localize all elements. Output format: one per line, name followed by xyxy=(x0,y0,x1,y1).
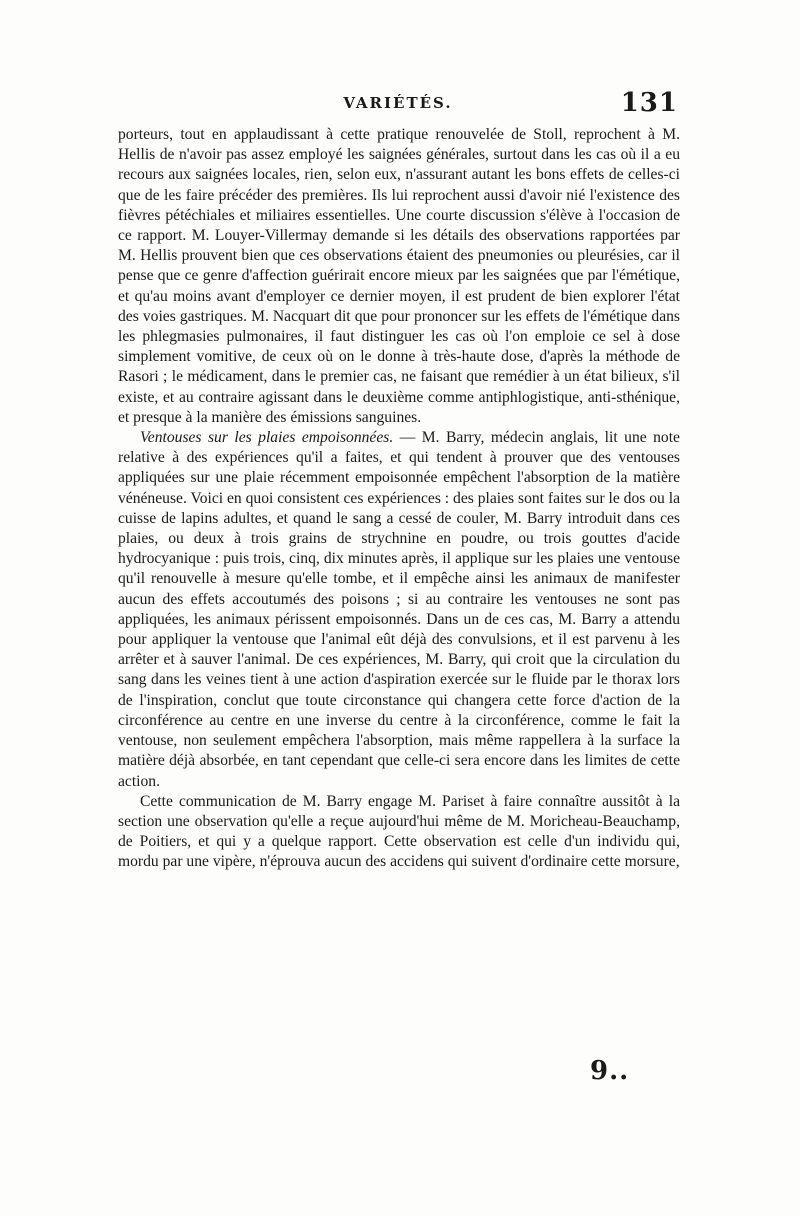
paragraph-1: porteurs, tout en applaudissant à cette pratique renouvelée de Stoll, reprochent à M. Hellis de n'avoir pas assez employé les saignées générales, surtout dans les cas où il a eu recours aux saignées locales, rien, selon eux, n'assurant autant les bons effets de celles-ci que de les faire précéder des premières. Ils lui reprochent aussi d'avoir nié l'existence des fièvres pétéchiales et miliaires essentielles. Une courte discussion s'élève à l'occasion de ce rapport. M. Louyer-Villermay demande si les détails des observations rapportées par M. Hellis prouvent bien que ces observations étaient des pneumonies ou pleurésies, car il pense que ce genre d'affection guérirait encore mieux par les saignées que par l'émétique, et qu'au moins avant d'employer ce dernier moyen, il est prudent de bien explorer l'état des voies gastriques. M. Nacquart dit que pour prononcer sur les effets de l'émétique dans les phlegmasies pulmonaires, il faut distinguer les cas où l'on emploie ce sel à dose simplement vomitive, de ceux où on le donne à très-haute dose, d'après la méthode de Rasori ; le médicament, dans le premier cas, ne faisant que remédier à un état bilieux, s'il existe, et au contraire agissant dans le deuxième comme antiphlogistique, anti-sthénique, et presque à la manière des émissions sanguines. xyxy=(118,126,680,426)
signature-mark: 9.. xyxy=(590,1056,630,1086)
paragraph-3: Cette communication de M. Barry engage M. Pariset à faire connaître aussitôt à la section une observation qu'elle a reçue aujourd'hui même de M. Moricheau-Beauchamp, de Poitiers, et qui y a quelque rapport. Cette observation est celle d'un individu qui, mordu par une vipère, n'éprouva aucun des accidens qui suivent d'ordinaire cette morsure, xyxy=(118,792,680,871)
body-text xyxy=(118,125,680,873)
section-heading: Ventouses sur les plaies empoisonnées. xyxy=(140,429,394,447)
page-number: 131 xyxy=(620,88,678,118)
running-title: VARIÉTÉS. xyxy=(343,94,453,112)
paragraph-2-text: — M. Barry, médecin anglais, lit une note relative à des expériences qu'il a faites, et qui tendent à prouver que des ventouses appliquées sur une plaie récemment empoisonnée empêchent l'absorption de la matière vénéneuse. Voici en quoi consistent ces expériences : des plaies sont faites sur le dos ou la cuisse de lapins adultes, et quand le sang a cessé de couler, M. Barry introduit dans ces plaies, ou deux à trois grains de strychnine en poudre, ou trois gouttes d'acide hydrocyanique : puis trois, cinq, dix minutes après, il applique sur les plaies une ventouse qu'il renouvelle à mesure qu'elle tombe, et il empêche ainsi les animaux de manifester aucun des effets accoutumés des poisons ; si au contraire les ventouses ne sont pas appliquées, les animaux périssent empoisonnés. Dans un de ces cas, M. Barry a attendu pour appliquer la ventouse que l'animal eût déjà des convulsions, et il est parvenu à les arrêter et à sauver l'animal. De ces expériences, M. Barry, qui croit que la circulation du sang dans les veines tient à une action d'aspiration exercée sur le fluide par le thorax lors de l'inspiration, conclut que toute circonstance qui changera cette force d'action de la circonférence au centre en une inverse du centre à la circonférence, comme le fait la ventouse, non seulement empêchera l'absorption, mais même rappellera à la surface la matière déjà absorbée, en tant cependant que celle-ci sera encore dans les limites de cette action. xyxy=(118,429,680,790)
running-head xyxy=(118,88,678,122)
paragraph-2 xyxy=(118,428,680,792)
